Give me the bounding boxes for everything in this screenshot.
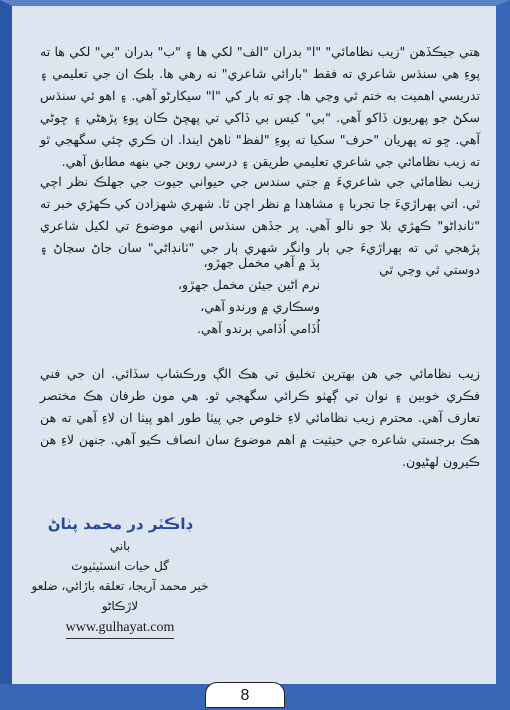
address-line: خير محمد آريجا، تعلقه باڙائي، ضلعو bbox=[31, 579, 209, 593]
signature-block bbox=[30, 512, 210, 639]
poem-line: ٻڌ ۾ آهي مخمل جهڙو، bbox=[203, 255, 320, 270]
city-line: لاڙڪاڻو bbox=[101, 599, 139, 613]
body-paragraph-1: هتي جيڪڏهن "زيب نظامائي" "ا" بدران "الف" لکي ها ۽ "ب" بدران "بي" لکي ها ته پوءِ هي سنڌس شاعري ته فقط "بارائي شاعري" نه رهي ها. بلڪ ان جي تعليمي ۽ تدريسي اهميت به ختم ٿي وڃي ها. چو ته بار کي "ا" سيکارڻو آهي. ۽ اهو ئي سنڌس سکڻ جو پهريون ڏاکو آهي. "بي" کيس بي ڏاکي تي پهچڻ ڪان پوءِ پڙهڻي ۽ ڇوڻي آهي. ڇو ته پهريان "حرف" سکيا ته پوءِ "لفظ" ٺاهڻ ايندا. ان ڪري چئي سگهجي ٿو ته زيب نظامائي جي شاعري تعليمي طريقن ۽ درسي روين جي بنهه مطابق آهي. bbox=[40, 43, 480, 169]
poem-line: اُڏامي اُڏامي ٻرندو آهي. bbox=[197, 321, 320, 336]
poem-line: وسڪاري ۾ ورندو آهي، bbox=[200, 299, 320, 314]
institute-name: گل حيات انسٽيٽيوٽ bbox=[71, 559, 169, 573]
author-title: باني bbox=[109, 539, 131, 553]
poem-block bbox=[120, 252, 320, 340]
body-paragraph-3: زيب نظامائي جي هن بهترين تخليق تي هڪ الڳ ورڪشاپ سڏائي. ان جي فني فڪري خوبين ۽ نوان تي ڳهٺو ڪرائي سگهجي ٿو. هي مون طرفان هڪ مختصر تعارف آهي. محترم زيب نظامائي لاءِ خلوص جي پيٽا طور اهو پيٺا ان لاءِ آهي ته هن هڪ برجستي شاعره جي حيثيت ۾ اهم موضوع سان انصاف ڪيو آهي. جنهن لاءِ هن ڪيرون لهڻيون. bbox=[40, 365, 480, 469]
page-number: 8 bbox=[205, 682, 285, 708]
body-paragraph-2: زيب نظامائي جي شاعريءَ ۾ جتي سندس جي حيواني جيوت جي جهلڪ نظر اچي ٿي. اتي ٻهراڙيءَ جا تجربا ۽ مشاهدا ۾ نظر اچن ٿا. شهري شهزادن کي ڪهڙي خبر ته "ٽانڊاڻو" ڪهڙي بلا جو نالو آهي. پر جڏهن سنڌس انهي موضوع تي لکيل شاعري پڙهجي ٿي ته ٻهراڙيءَ جي ٻار وانگر شهري ٻار جي "ٽانڊاڻي" سان جاڻ سڃاڻ ۽ دوستي ٿي وڃي ٿي bbox=[40, 173, 480, 277]
poem-line: نرم اڻين جيئن مخمل جهڙو، bbox=[177, 277, 320, 292]
author-name: ڊاڪٽر در محمد پٺاڻ bbox=[47, 515, 193, 533]
website-link[interactable]: www.gulhayat.com bbox=[66, 618, 175, 639]
